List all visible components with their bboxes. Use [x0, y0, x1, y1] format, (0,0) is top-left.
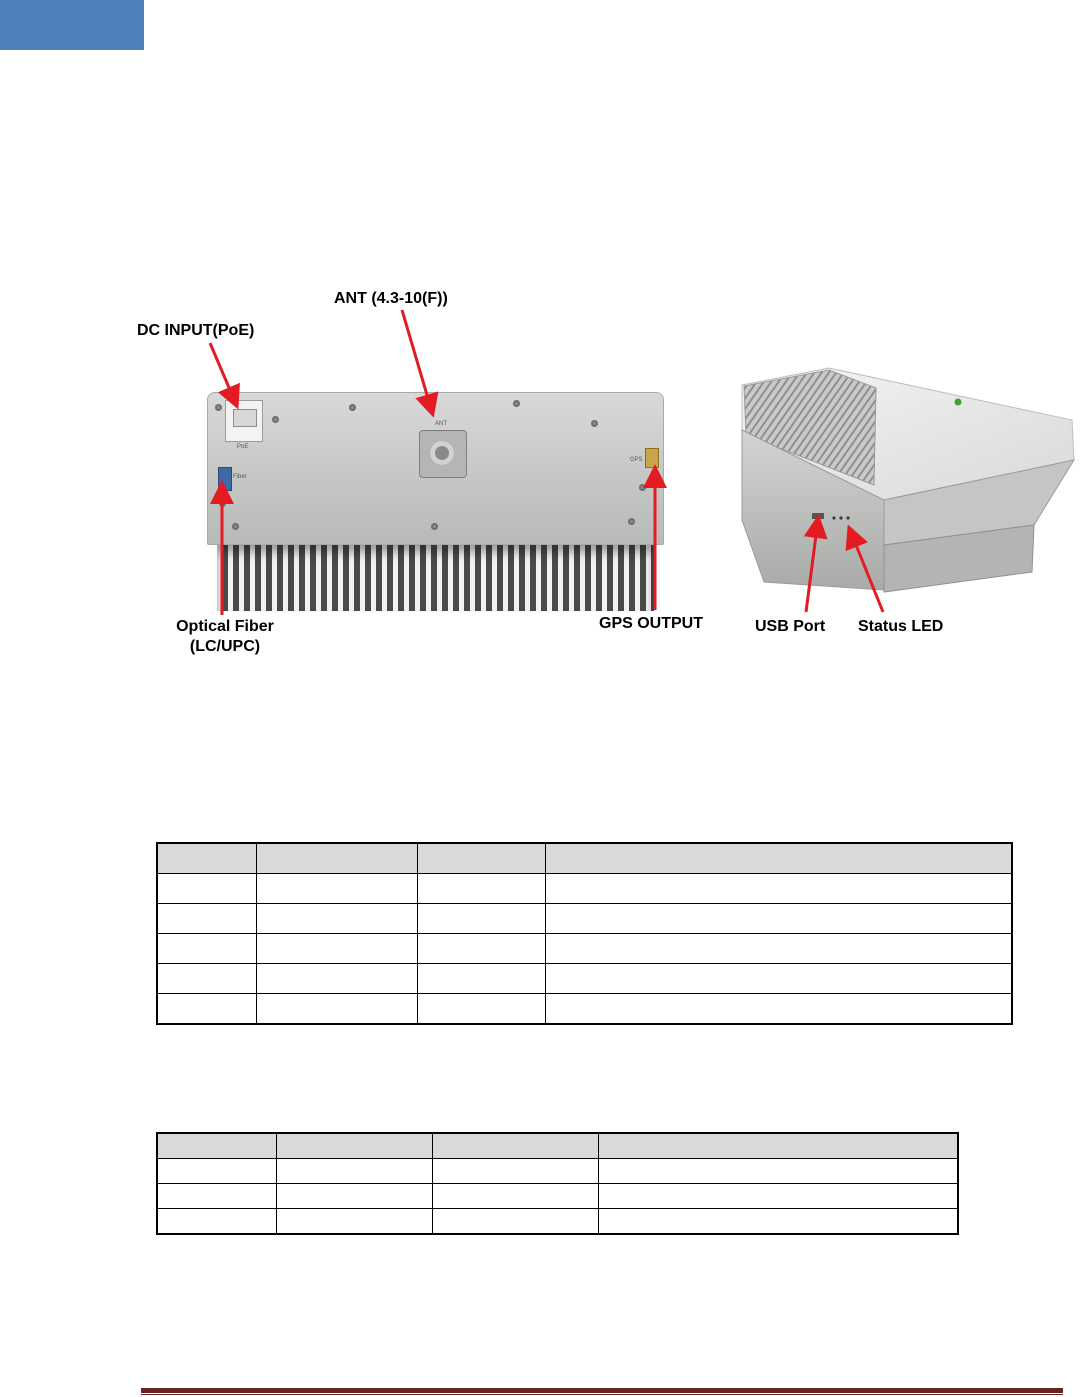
- header-cell: [256, 843, 417, 874]
- table-cell: [432, 1184, 598, 1209]
- lc-fiber-port: [218, 467, 232, 491]
- footer-rule: [141, 1388, 1063, 1393]
- table-row: [157, 964, 1012, 994]
- table-cell: [598, 1209, 958, 1235]
- gps-sma-connector: [645, 448, 659, 468]
- table-2: [156, 1132, 959, 1235]
- table-row: [157, 934, 1012, 964]
- label-status-led: Status LED: [858, 618, 944, 635]
- screw: [513, 400, 520, 407]
- status-led: [832, 516, 835, 519]
- label-optical-fiber-line2: (LC/UPC): [189, 638, 261, 655]
- table-1: [156, 842, 1013, 1025]
- marking-poe: PoE: [237, 444, 249, 450]
- status-led: [839, 516, 842, 519]
- marking-ant: ANT: [435, 421, 447, 427]
- label-ant: ANT (4.3-10(F)): [334, 290, 448, 307]
- device-isometric-photo: [734, 360, 1082, 600]
- marking-gps: GPS: [630, 457, 643, 463]
- screw: [232, 523, 239, 530]
- table-cell: [545, 964, 1012, 994]
- table-cell: [545, 874, 1012, 904]
- table-cell: [598, 1184, 958, 1209]
- table-cell: [157, 1184, 276, 1209]
- device-back-panel-photo: [207, 392, 664, 552]
- table-cell: [417, 874, 545, 904]
- table-cell: [432, 1209, 598, 1235]
- table-cell: [545, 904, 1012, 934]
- table-row: [157, 1184, 958, 1209]
- screw: [349, 404, 356, 411]
- label-usb-port: USB Port: [755, 618, 826, 635]
- table-cell: [256, 904, 417, 934]
- table-cell: [598, 1159, 958, 1184]
- screw: [591, 420, 598, 427]
- marking-fiber: Fiber: [233, 474, 247, 480]
- table-cell: [256, 964, 417, 994]
- screw: [272, 416, 279, 423]
- table-header-row: [157, 1133, 958, 1159]
- table-cell: [545, 934, 1012, 964]
- table-cell: [157, 1209, 276, 1235]
- table-cell: [276, 1209, 432, 1235]
- table-cell: [256, 934, 417, 964]
- table-row: [157, 904, 1012, 934]
- header-cell: [157, 1133, 276, 1159]
- heatsink-fins: [217, 545, 654, 611]
- rj45-poe-port: [225, 400, 263, 442]
- screw: [639, 484, 646, 491]
- header-cell: [545, 843, 1012, 874]
- header-cell: [157, 843, 256, 874]
- table-cell: [256, 874, 417, 904]
- table-cell: [417, 934, 545, 964]
- screw: [431, 523, 438, 530]
- table-cell: [157, 874, 256, 904]
- corner-color-tab: [0, 0, 144, 50]
- table-cell: [276, 1159, 432, 1184]
- label-gps-output: GPS OUTPUT: [599, 615, 704, 632]
- usb-port: [812, 513, 824, 519]
- table-cell: [157, 934, 256, 964]
- table-row: [157, 994, 1012, 1025]
- screw: [628, 518, 635, 525]
- table-row: [157, 1159, 958, 1184]
- header-cell: [598, 1133, 958, 1159]
- status-led: [846, 516, 849, 519]
- screw: [215, 404, 222, 411]
- logo-dot: [955, 399, 962, 406]
- table-cell: [157, 964, 256, 994]
- label-optical-fiber-line1: Optical Fiber: [176, 618, 274, 635]
- table-header-row: [157, 843, 1012, 874]
- label-optical-fiber: [170, 617, 280, 657]
- table-row: [157, 1209, 958, 1235]
- screw: [219, 500, 226, 507]
- table-cell: [417, 904, 545, 934]
- table-cell: [256, 994, 417, 1025]
- table-cell: [417, 994, 545, 1025]
- header-cell: [276, 1133, 432, 1159]
- table-cell: [157, 994, 256, 1025]
- table-cell: [157, 1159, 276, 1184]
- label-dc-input: DC INPUT(PoE): [137, 322, 255, 339]
- ant-n-connector: [419, 430, 467, 478]
- table-cell: [276, 1184, 432, 1209]
- header-cell: [432, 1133, 598, 1159]
- table-cell: [157, 904, 256, 934]
- table-row: [157, 874, 1012, 904]
- header-cell: [417, 843, 545, 874]
- table-cell: [545, 994, 1012, 1025]
- table-cell: [432, 1159, 598, 1184]
- table-cell: [417, 964, 545, 994]
